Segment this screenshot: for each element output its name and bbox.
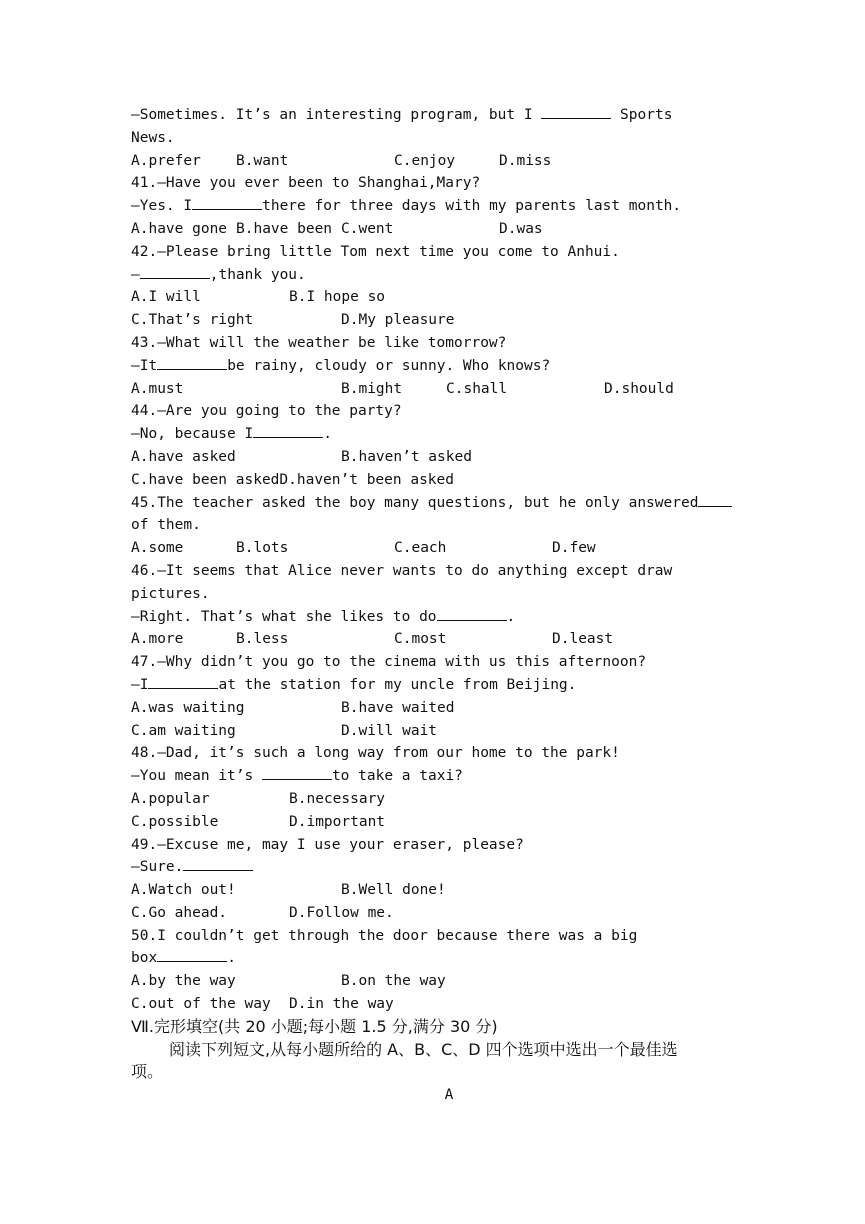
q46-text: —Right. That’s what she likes to do: [131, 608, 437, 625]
option-c[interactable]: C.shall: [446, 380, 508, 397]
q48-text: —You mean it’s: [131, 768, 262, 785]
q46-answer-line: [131, 606, 741, 629]
option-a[interactable]: A.I will: [131, 289, 201, 306]
q50-options-row2: [131, 993, 741, 1016]
answer-blank[interactable]: [253, 423, 323, 438]
q40-line: [131, 104, 741, 127]
option-b[interactable]: B.lots: [236, 540, 289, 557]
option-a[interactable]: A.by the way: [131, 973, 236, 990]
q40-text-end: Sports: [611, 107, 673, 123]
q45-options: [131, 537, 741, 560]
q43-question: 43.—What will the weather be like tomorrow?: [131, 334, 507, 351]
q48-options-row1: [131, 788, 741, 811]
q48-answer-line: [131, 765, 741, 788]
q50-text-end: .: [227, 950, 236, 967]
option-b[interactable]: B.on the way: [341, 973, 446, 990]
q47-answer-line: [131, 674, 741, 697]
q45-question-2: of them.: [131, 517, 201, 534]
option-b[interactable]: B.want: [236, 152, 289, 169]
q46-text-end: .: [506, 608, 516, 625]
option-a[interactable]: A.have gone: [131, 220, 228, 237]
answer-blank[interactable]: [541, 104, 611, 119]
q46-question-2: pictures.: [131, 585, 210, 602]
option-a[interactable]: A.more: [131, 631, 184, 648]
q41-text: —Yes. I: [131, 198, 193, 215]
option-a[interactable]: A.must: [131, 380, 184, 397]
section-instructions-2: 项。: [131, 1062, 164, 1082]
option-c[interactable]: C.possible: [131, 813, 219, 830]
q42-text: —: [131, 266, 140, 283]
q44-options-row1: [131, 446, 741, 469]
option-d[interactable]: D.was: [499, 220, 543, 237]
option-d[interactable]: D.will wait: [341, 722, 438, 739]
option-b[interactable]: B.necessary: [289, 790, 386, 807]
q49-question: 49.—Excuse me, may I use your eraser, please?: [131, 836, 524, 853]
q48-options-row2: [131, 811, 741, 834]
q50-options-row1: [131, 970, 741, 993]
q50-question: 50.I couldn’t get through the door because there was a big: [131, 927, 638, 944]
option-d[interactable]: D.should: [604, 380, 674, 397]
answer-blank[interactable]: [698, 492, 732, 507]
option-b[interactable]: B.have been: [236, 220, 333, 237]
option-d[interactable]: D.important: [289, 813, 386, 830]
q47-options-row1: [131, 697, 741, 720]
q49-text: —Sure.: [131, 859, 184, 876]
q46-options: [131, 628, 741, 651]
option-d[interactable]: D.few: [552, 540, 596, 557]
q44-text-end: .: [323, 426, 332, 443]
option-a[interactable]: A.was waiting: [131, 699, 245, 716]
q48-question: 48.—Dad, it’s such a long way from our home to the park!: [131, 745, 620, 762]
q45-question: [131, 492, 741, 515]
q49-answer-line: [131, 856, 741, 879]
q44-text: —No, because I: [131, 426, 254, 443]
option-b[interactable]: B.might: [341, 380, 403, 397]
option-c[interactable]: C.enjoy: [394, 152, 456, 169]
q50-text: box: [131, 950, 158, 967]
q40-line-2: News.: [131, 129, 175, 146]
option-c[interactable]: C.Go ahead.: [131, 904, 228, 921]
option-b[interactable]: B.I hope so: [289, 289, 386, 306]
option-c[interactable]: C.went: [341, 220, 394, 237]
q44-options-row2: [131, 469, 741, 492]
q50-answer-line: [131, 947, 741, 970]
passage-label: A: [444, 1087, 454, 1104]
q47-text-end: at the station for my uncle from Beijing.: [218, 676, 577, 693]
q44-answer-line: [131, 423, 741, 446]
q42-options-row2: [131, 309, 741, 332]
q48-text-end: to take a taxi?: [331, 768, 463, 785]
option-b[interactable]: B.Well done!: [341, 882, 446, 899]
q40-options: [131, 150, 741, 173]
q41-question: 41.—Have you ever been to Shanghai,Mary?: [131, 175, 481, 192]
q47-question: 47.—Why didn’t you go to the cinema with us this afternoon?: [131, 654, 647, 671]
answer-blank[interactable]: [157, 947, 227, 962]
q40-text: —Sometimes. It’s an interesting program, but I: [131, 107, 542, 123]
option-d[interactable]: D.Follow me.: [289, 904, 394, 921]
option-d[interactable]: D.in the way: [289, 996, 394, 1013]
option-d[interactable]: D.haven’t been asked: [279, 471, 455, 488]
option-c[interactable]: C.most: [394, 631, 447, 648]
option-c[interactable]: C.am waiting: [131, 722, 236, 739]
q43-options: [131, 378, 741, 401]
answer-blank[interactable]: [262, 765, 332, 780]
answer-blank[interactable]: [157, 355, 227, 370]
answer-blank[interactable]: [183, 856, 253, 871]
q49-options-row2: [131, 902, 741, 925]
q44-question: 44.—Are you going to the party?: [131, 403, 402, 420]
q45-text: 45.The teacher asked the boy many questions, but he only answered: [131, 494, 699, 511]
q42-text-end: ,thank you.: [209, 266, 306, 283]
q41-answer-line: [131, 195, 741, 218]
exam-page: [131, 104, 741, 1107]
option-d[interactable]: D.least: [552, 631, 614, 648]
option-b[interactable]: B.less: [236, 631, 289, 648]
answer-blank[interactable]: [140, 264, 210, 279]
q41-text-end: there for three days with my parents last month.: [262, 198, 682, 215]
option-a[interactable]: A.prefer: [131, 152, 201, 169]
option-c[interactable]: C.That’s right: [131, 312, 254, 329]
q46-question: 46.—It seems that Alice never wants to do anything except draw: [131, 562, 673, 579]
option-c[interactable]: C.out of the way: [131, 996, 271, 1013]
option-a[interactable]: A.some: [131, 540, 184, 557]
q47-options-row2: [131, 720, 741, 743]
q43-text-end: be rainy, cloudy or sunny. Who knows?: [227, 357, 551, 374]
q41-options: [131, 218, 741, 241]
answer-blank[interactable]: [192, 195, 262, 210]
q43-answer-line: [131, 355, 741, 378]
answer-blank[interactable]: [148, 674, 218, 689]
q47-text: —I: [131, 676, 149, 693]
option-a[interactable]: A.popular: [131, 790, 210, 807]
option-d[interactable]: D.miss: [499, 152, 552, 169]
option-a[interactable]: A.Watch out!: [131, 882, 236, 899]
q49-options-row1: [131, 879, 741, 902]
option-c[interactable]: C.have been asked: [131, 471, 280, 488]
option-a[interactable]: A.have asked: [131, 448, 236, 465]
q42-answer-line: [131, 264, 741, 287]
section-heading: Ⅶ.完形填空(共 20 小题;每小题 1.5 分,满分 30 分): [131, 1016, 498, 1036]
q43-text: —It: [131, 357, 158, 374]
section-instructions: 阅读下列短文,从每小题所给的 A、B、C、D 四个选项中选出一个最佳选: [169, 1039, 678, 1059]
option-b[interactable]: B.haven’t asked: [341, 448, 472, 465]
q42-question: 42.—Please bring little Tom next time you come to Anhui.: [131, 243, 620, 260]
q42-options-row1: [131, 286, 741, 309]
answer-blank[interactable]: [437, 606, 507, 621]
option-d[interactable]: D.My pleasure: [341, 312, 455, 329]
option-c[interactable]: C.each: [394, 540, 447, 557]
option-b[interactable]: B.have waited: [341, 699, 455, 716]
